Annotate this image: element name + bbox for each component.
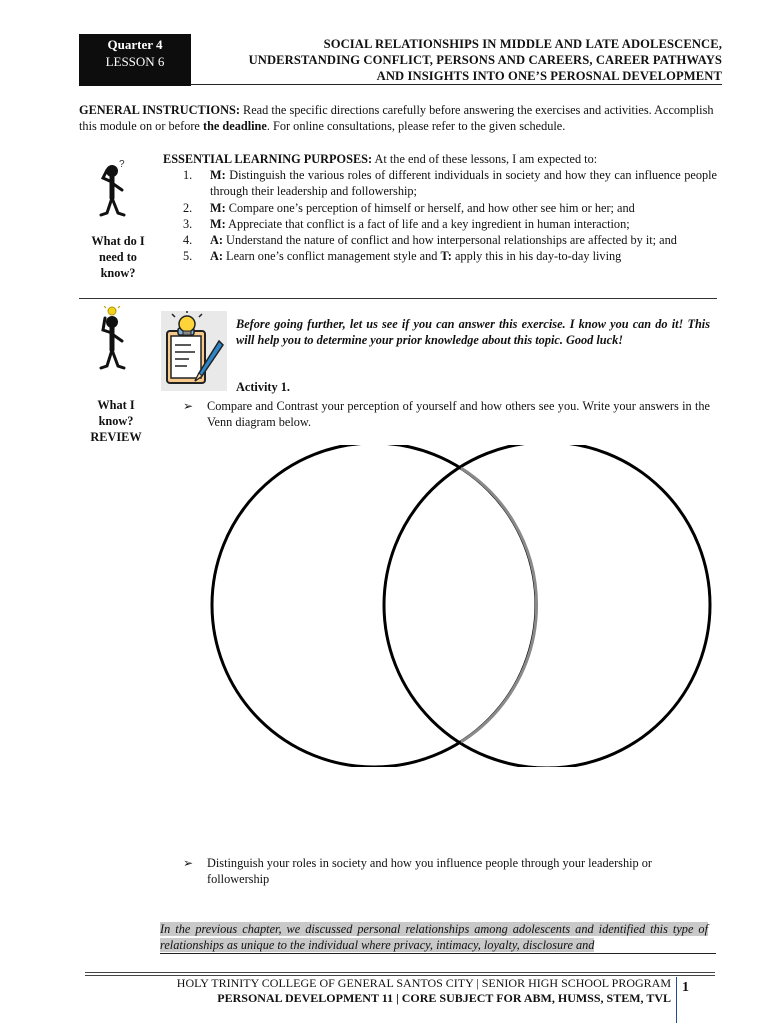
item-text: Compare one’s perception of himself or herself, and how other see him or her; and bbox=[225, 200, 635, 215]
clipboard-idea-icon bbox=[161, 311, 227, 391]
general-label: GENERAL INSTRUCTIONS: bbox=[79, 103, 240, 117]
footer-separator bbox=[676, 977, 677, 1023]
elp-intro: At the end of these lessons, I am expected to: bbox=[372, 152, 598, 166]
item-number: 3. bbox=[183, 216, 193, 231]
review-prompt: Before going further, let us see if you can answer this exercise. I know you can do it! This will help you to determine your prior knowledge about this topic. Good luck! bbox=[236, 317, 710, 347]
side-label-line: REVIEW bbox=[90, 430, 142, 444]
venn-circle-self[interactable] bbox=[212, 445, 536, 767]
side-label-line: know? bbox=[98, 414, 134, 428]
item-text: apply this in his day-to-day living bbox=[451, 249, 622, 264]
learning-purposes-heading bbox=[163, 151, 723, 167]
item-code: M: bbox=[210, 200, 226, 215]
bullet-item bbox=[183, 855, 710, 887]
item-code: M: bbox=[210, 168, 226, 182]
what-i-know-label bbox=[76, 397, 156, 445]
item-code: T: bbox=[440, 249, 452, 264]
activity-heading: Activity 1. bbox=[236, 380, 290, 394]
item-text: Distinguish the various roles of different individuals in society and how they can influence people through their leadership and followership; bbox=[210, 168, 717, 199]
list-item bbox=[183, 248, 717, 264]
venn-overlap-arc bbox=[461, 468, 537, 742]
item-text: Understand the nature of conflict and how interpersonal relationships are affected by it; and bbox=[222, 233, 677, 248]
item-text: Learn one’s conflict management style and bbox=[222, 249, 441, 264]
side-label-line: need to bbox=[99, 250, 137, 264]
intro-paragraph bbox=[160, 921, 708, 953]
elp-label: ESSENTIAL LEARNING PURPOSES: bbox=[163, 152, 373, 166]
side-label-line: What do I bbox=[91, 234, 145, 248]
title-line: SOCIAL RELATIONSHIPS IN MIDDLE AND LATE ADOLESCENCE, bbox=[323, 37, 722, 51]
list-item bbox=[183, 232, 717, 248]
venn-circle-others[interactable] bbox=[384, 445, 710, 767]
general-text: Read the specific directions carefully before answering the exercises and activities. Accomplish this module on or before bbox=[79, 103, 714, 133]
item-number: 4. bbox=[183, 233, 193, 248]
arrow-bullet-icon: ➢ bbox=[183, 856, 194, 870]
lesson-badge bbox=[79, 34, 191, 86]
item-text: Appreciate that conflict is a fact of life and a key ingredient in human interaction; bbox=[225, 216, 630, 231]
side-label-line: What I bbox=[97, 398, 135, 412]
page-title bbox=[182, 36, 722, 84]
item-number: 1. bbox=[183, 168, 193, 182]
footer-subject: PERSONAL DEVELOPMENT 11 | CORE SUBJECT FOR ABM, HUMSS, STEM, TVL bbox=[217, 991, 671, 1005]
general-instructions bbox=[79, 102, 724, 134]
footer-school: HOLY TRINITY COLLEGE OF GENERAL SANTOS CITY | SENIOR HIGH SCHOOL PROGRAM bbox=[176, 976, 671, 990]
thinking-person-icon bbox=[97, 158, 137, 220]
idea-person-icon bbox=[97, 306, 133, 372]
title-line: AND INSIGHTS INTO ONE’S PEROSNAL DEVELOPMENT bbox=[376, 69, 722, 83]
list-item bbox=[183, 216, 717, 232]
bullet-text: Compare and Contrast your perception of yourself and how others see you. Write your answers in the Venn diagram below. bbox=[207, 399, 710, 429]
title-line: UNDERSTANDING CONFLICT, PERSONS AND CAREERS, CAREER PATHWAYS bbox=[248, 53, 722, 67]
venn-diagram[interactable] bbox=[205, 445, 713, 767]
item-number: 5. bbox=[183, 249, 193, 264]
paragraph-text: In the previous chapter, we discussed personal relationships among adolescents and identified this type of relationships as unique to the individual where privacy, intimacy, loyalty, disclosure and bbox=[160, 922, 708, 952]
item-code: A: bbox=[210, 249, 223, 264]
arrow-bullet-icon: ➢ bbox=[183, 399, 194, 413]
side-label-line: know? bbox=[100, 266, 136, 280]
item-code: A: bbox=[210, 233, 223, 248]
paragraph-divider bbox=[160, 953, 716, 954]
what-do-i-need-to-know-label bbox=[78, 233, 158, 281]
bullet-text: Distinguish your roles in society and how you influence people through your leadership or followership bbox=[207, 856, 652, 886]
item-code: M: bbox=[210, 216, 226, 231]
page-number: 1 bbox=[682, 980, 689, 995]
section-divider bbox=[79, 298, 717, 299]
bullet-item bbox=[183, 398, 710, 430]
general-text-2: . For online consultations, please refer to the given schedule. bbox=[266, 119, 566, 133]
list-item bbox=[183, 167, 717, 200]
footer-rule bbox=[85, 972, 715, 973]
quarter-label: Quarter 4 bbox=[107, 37, 163, 52]
svg-text:?: ? bbox=[119, 159, 125, 170]
lesson-label: LESSON 6 bbox=[105, 54, 165, 69]
item-number: 2. bbox=[183, 200, 193, 215]
title-divider bbox=[190, 84, 722, 85]
learning-purposes-list bbox=[183, 167, 717, 265]
deadline-text: the deadline bbox=[202, 119, 267, 133]
list-item bbox=[183, 200, 717, 216]
